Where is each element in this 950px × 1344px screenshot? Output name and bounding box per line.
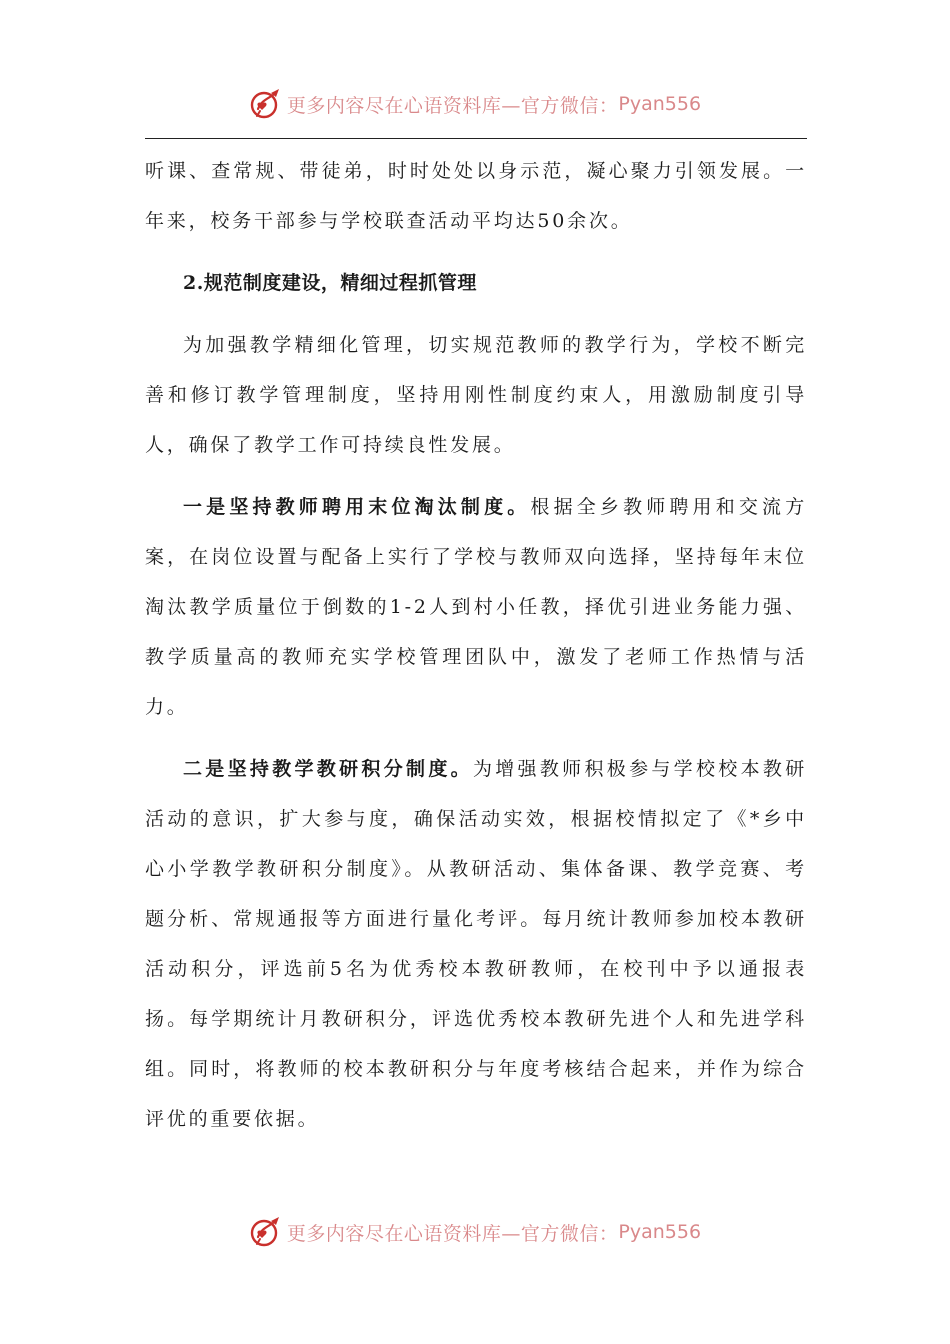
paragraph-3 (145, 482, 807, 732)
banner-wechat-id: Pyan556 (618, 1221, 702, 1243)
banner-wechat-id: Pyan556 (618, 93, 702, 115)
footer-banner (0, 1212, 950, 1252)
banner-text: 更多内容尽在心语资料库—官方微信： (286, 1222, 619, 1245)
paragraph-4 (145, 744, 807, 1144)
pen-heart-logo-icon (249, 1215, 283, 1249)
paragraph-1: 听课、查常规、带徒弟，时时处处以身示范，凝心聚力引领发展。一年来，校务干部参与学校联查活动平均达50余次。 (145, 160, 807, 232)
paragraph-4-text: 为增强教师积极参与学校校本教研活动的意识，扩大参与度，确保活动实效，根据校情拟定了《*乡中心小学教学教研积分制度》。从教研活动、集体备课、教学竞赛、考题分析、常规通报等方面进行量化考评。每月统计教师参加校本教研活动积分，评选前5名为优秀校本教研教师，在校刊中予以通报表扬。每学期统计月教研积分，评选优秀校本教研先进个人和先进学科组。同时，将教师的校本教研积分与年度考核结合起来，并作为综合评优的重要依据。 (145, 758, 807, 1130)
paragraph-3-lead: 一是坚持教师聘用末位淘汰制度。 (183, 496, 531, 518)
header-divider (145, 138, 807, 139)
paragraph-4-lead: 二是坚持教学教研积分制度。 (183, 758, 473, 780)
pen-heart-logo-icon (249, 87, 283, 121)
document-body (145, 146, 807, 1144)
section-heading-2: 2.规范制度建设，精细过程抓管理 (183, 272, 477, 294)
paragraph-2: 为加强教学精细化管理，切实规范教师的教学行为，学校不断完善和修订教学管理制度，坚持用刚性制度约束人，用激励制度引导人，确保了教学工作可持续良性发展。 (145, 334, 807, 456)
paragraph-3-text: 根据全乡教师聘用和交流方案，在岗位设置与配备上实行了学校与教师双向选择，坚持每年末位淘汰教学质量位于倒数的1-2人到村小任教，择优引进业务能力强、教学质量高的教师充实学校管理团队中，激发了老师工作热情与活力。 (145, 496, 807, 718)
banner-text: 更多内容尽在心语资料库—官方微信： (286, 94, 619, 117)
header-banner (0, 84, 950, 124)
